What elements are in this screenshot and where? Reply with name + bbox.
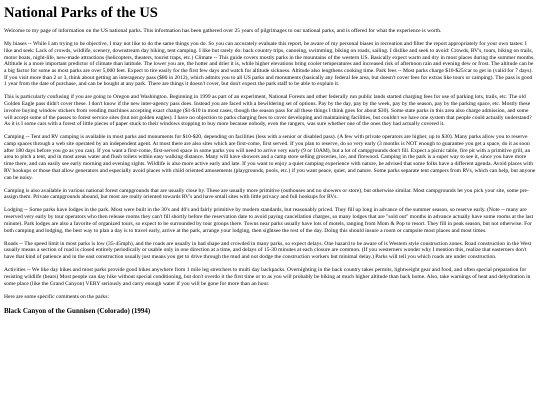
section-heading: Black Canyon of the Gunnisen (Colorado) (1994) xyxy=(4,306,151,315)
fees-paragraph: This is particularly confusing if you are going to Oregon and Washington. Beginning in 1999 as part of an experiment, National Forests and other federally run public lands started charging fees for use of parking lots, trails, etc. The old Golden Eagle pass didn't cover these. I don't know if the new inter-agency pass does. Instead you are faced with a bewildering set of options. Pay by the day, pay by the week, pay by the season, pay by the parking space, etc. Mostly these involve buying window stickers from vending machines accepting exact change ($1-$10 in most cases, though the season pass for all these things I think goes for about $30). Some state parks in this area also charge admission, and some will accept some of the passes to forest service sites (but not golden eagles). I have no objection to parks charging fees to cover developing and maintaining facilities, but couldn't we have one system that people could actually understand? As it is I some cars with a forest of little pieces of paper stuck to their windows stopping to buy more because nobody, even the rangers, was sure whether one of the ones they had actually covered it. xyxy=(4,94,532,128)
roads-paragraph: Roads -- The speed limit in most parks is low (35-45mph), and the roads are usually in bad shape and crowded in many parks, so expect delays. One hazard to be aware of is Western style construction zones. Road construction in the West usually means a section of road is closed entirely periodically or usable only in one direction at a time, and delays of 15-30 minutes at each closure are common. (If you westerners wonder why I mention this, realize that easterners don't have that kind of patience and in the east construction usually just means you get to drive through the mud and not dodge the construction workers but minimal delay.) Parks will tell you which roads are under construction. xyxy=(4,240,532,261)
lodging-paragraph: Lodging -- Some parks have lodges in the park. Most were built in the 30's and 40's and fairly primitive by modern standards, but reasonably priced. They fill up long in advance of the summer season, so reserve early. (Note -- many are reserved very early by tour operators who then release rooms they can't fill shortly before the reservation date to avoid paying cancellation charges, so many lodges that are "sold out" months in advance actually have some rooms at the last minute). Park lodges are also a favorite of organized tours, so expect to be surrounded by tour groups there. Towns near parks usually have lots of motels, ranging from Mom & Pop to resort. They fill in peak season, but not otherwise. For both camping and lodging, the best way to plan a day is to travel early, arrive at the park, arrange your lodging, then sightsee the rest of the day. Doing this should insure a room or campsite most places and most times. xyxy=(4,207,534,234)
intro-paragraph: Welcome to my page of information on the US national parks. This information has been gathered over 25 years of pilgrimages to our national parks, and is offered for what the experience is worth. xyxy=(4,28,442,34)
page-title: National Parks of the US xyxy=(4,5,158,21)
park-comments-intro: Here are some specific comments on the parks: xyxy=(4,293,109,300)
camping-paragraph: Camping -- Tent and RV camping is available in most parks and monuments for $10-$20, depending on facilities (less with a senior or disabled pass). (A few with private operators are higher, up to $30). Many parks allow you to reserve camp spaces through a web site operated by an independent agent. At most there are also sites which are first-come, first served. If you plan to reserve, do so very early (3 months is NOT enough to guarantee you get a space, do it as soon after 180 days before you go as you can). If you want a first-come, first-served space in some parks you will need to arrive very early (9 or 10AM), but a lot of campgrounds don't fill. Expect a picnic table, fire pit with a primitive grill, an area to pitch a tent, and in most areas water and flush toilets within easy walking distance. Many will have showers and a camp store selling groceries, ice, and firewood. Camping in the park is a super way to see it, since you have more time there, and can easily see early morning and evening sights. Wildlife is also more active early and late. If you want to enjoy a quiet camping experience with nature, be advised that some folks have a different agenda. Avoid places with RV hookups or those that allow generators and especially avoid places with child oriented amusements (playgrounds, pools, etc.) if you want peace, quiet, and nature. Some parks separate tent campers from RVs, which can help, but anyone can be noisy. xyxy=(4,134,536,181)
activities-paragraph: Activities -- We like day hikes and most parks provide good hikes anywhere from 1 mile leg stretchers to multi day backpacks. Overnighting in the back country takes permits, lightweight gear and food, and often special preparation for resisting wildlife (bears) Most people can day hike without special conditioning, but don't overdo it the first time or to as you will probably be hiking at much higher altitude than back home. Also, take warnings of heat and dehydration in some place (like the Grand Canyon) VERY seriously and carry enough water if you will be gone for more than an hour. xyxy=(4,267,531,287)
biases-paragraph: My biases -- While I am trying to be objective, I may not like to do the same things you do. So you can accurately evaluate this report, be aware of my personal biases in recreation and filter the report appropriately for your own tastes: I like and seek: Lack of crowds, wildlife, scenery, downstream day hiking, tent camping. I like but rarely do: back country trips, canoeing, swimming, biking on roads, sailing. I dislike and seek to avoid: Crowds, RV's, tours, biking on trails, motor boats, night-life, new-made attractions (helicopters, theaters, tourist traps, etc.) Climate -- This guide covers mostly parks in the mountains of the western US. Basically expect warm and dry in most places during the summer months. Altitude is a more important predictor of climate than latitude. The lower you are, the hotter and drier it is, while higher elevations bring cooler temperatures and increased risk of afternoon rain and evening dew or frost. The altitude can be a big factor for some as most parks are over 5,000 feet. Expect to tire easily for the first few days and watch for altitude sickness. Altitude also lengthens cooking time. Park fees -- Most parks charge $10-$25/car to get in (valid for 7 days). If you visit more than 2 or 3, think about getting an interagency pass ($80 in 2012), which admits you to all US parks and monuments (basically any federal fee area, but doesn't cover fees for extras like tours or camping). The pass is good 1 year from the date of purchase, and can be bought at any park. There are things it doesn't cover, but don't expect the park staff to be able to explain it. xyxy=(4,41,535,88)
forest-camping-paragraph: Camping is also available in various national forest campgrounds that are usually close by. These are usually more primitive (outhouses and no showers or store), but otherwise similar. Most campgrounds let you pick your site, some pre-assign them. Private campgrounds abound, but most are really oriented towards RV's and have small sites with little privacy and full hookups for RVs. xyxy=(4,187,529,201)
